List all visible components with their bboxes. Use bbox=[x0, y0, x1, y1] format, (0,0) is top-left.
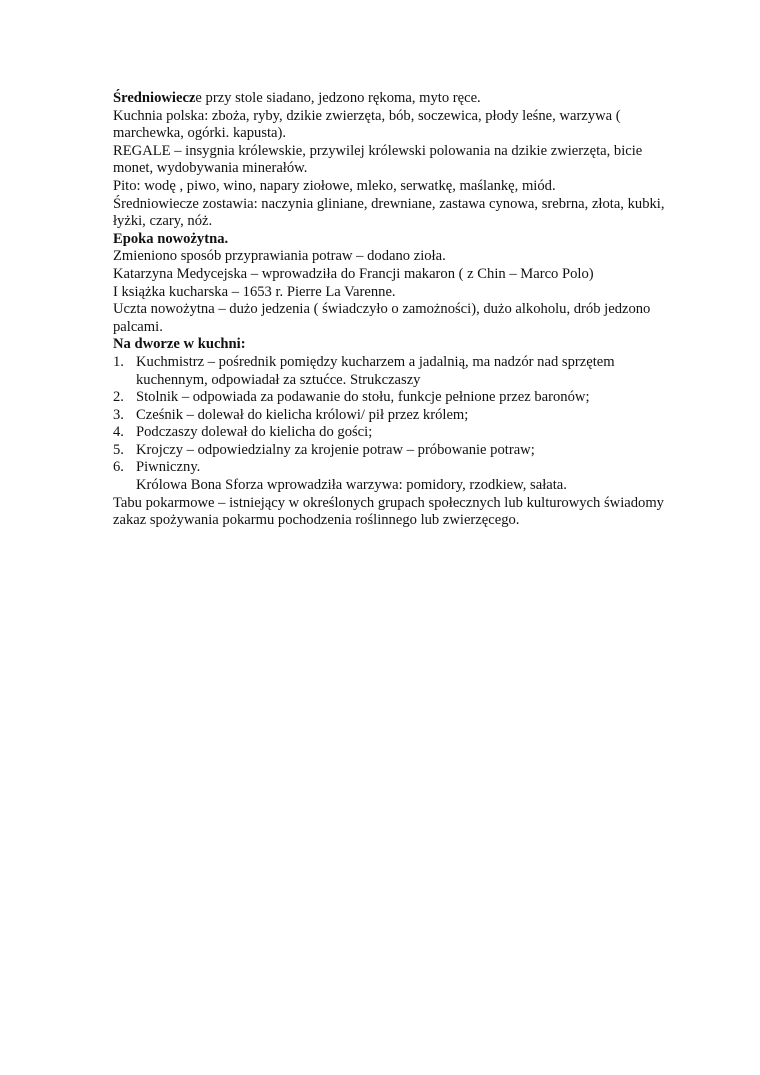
list-item-text: Stolnik – odpowiada za podawanie do stołu, funkcje pełnione przez baronów; bbox=[136, 389, 590, 406]
paragraph-queen-bona: Królowa Bona Sforza wprowadziła warzywa: pomidory, rzodkiew, sałata. bbox=[136, 477, 567, 494]
paragraph-middle-ages-bold: Średniowiecz bbox=[113, 90, 196, 106]
paragraph-regale: REGALE – insygnia królewskie, przywilej królewski polowania na dzikie zwierzęta, bicie monet, wydobywania minerałów. bbox=[113, 142, 643, 177]
list-item-number: 4. bbox=[113, 424, 124, 441]
paragraph-middle-ages-rest: e przy stole siadano, jedzono rękoma, myto ręce. bbox=[195, 90, 481, 106]
paragraph-tableware: Średniowiecze zostawia: naczynia gliniane, drewniane, zastawa cynowa, srebrna, złota, kubki, łyżki, czary, nóż. bbox=[113, 195, 665, 230]
heading-court-kitchen: Na dworze w kuchni: bbox=[113, 336, 246, 353]
list-item-number: 3. bbox=[113, 406, 124, 423]
list-item-text: Cześnik – dolewał do kielicha królowi/ pił przez królem; bbox=[136, 406, 469, 423]
paragraph-cookbook: I książka kucharska – 1653 r. Pierre La Varenne. bbox=[113, 283, 396, 300]
list-item-text: Krojczy – odpowiedzialny za krojenie potraw – próbowanie potraw; bbox=[136, 441, 535, 458]
list-item bbox=[113, 354, 683, 389]
paragraph-food-taboo: Tabu pokarmowe – istniejący w określonych grupach społecznych lub kulturowych świadomy zakaz spożywania pokarmu pochodzenia roślinnego lub zwierzęcego. bbox=[113, 494, 664, 529]
paragraph-seasoning: Zmieniono sposób przyprawiania potraw – dodano zioła. bbox=[113, 248, 446, 265]
list-item-number: 2. bbox=[113, 389, 124, 406]
paragraph-drinks: Pito: wodę , piwo, wino, napary ziołowe, mleko, serwatkę, maślankę, miód. bbox=[113, 177, 556, 194]
list-item bbox=[113, 459, 683, 477]
list-item-number: 1. bbox=[113, 353, 124, 370]
paragraph-middle-ages bbox=[113, 90, 683, 108]
heading-modern-era: Epoka nowożytna. bbox=[113, 230, 229, 247]
list-item-number: 6. bbox=[113, 459, 124, 476]
document-body bbox=[113, 90, 683, 530]
list-item-text: Podczaszy dolewał do kielicha do gości; bbox=[136, 424, 373, 441]
paragraph-catherine-medici: Katarzyna Medycejska – wprowadziła do Francji makaron ( z Chin – Marco Polo) bbox=[113, 265, 594, 282]
paragraph-modern-feast: Uczta nowożytna – dużo jedzenia ( świadczyło o zamożności), dużo alkoholu, drób jedzono palcami. bbox=[113, 301, 651, 335]
paragraph-polish-cuisine: Kuchnia polska: zboża, ryby, dzikie zwierzęta, bób, soczewica, płody leśne, warzywa ( marchewka, ogórki. kapusta). bbox=[113, 107, 621, 142]
list-item-text: Kuchmistrz – pośrednik pomiędzy kucharzem a jadalnią, ma nadzór nad sprzętem kuchennym, odpowiadał za sztućce. Strukczaszy bbox=[136, 353, 615, 388]
list-item-text: Piwniczny. bbox=[136, 459, 201, 476]
court-roles-list bbox=[113, 354, 683, 477]
list-item bbox=[113, 424, 683, 442]
list-item bbox=[113, 407, 683, 425]
list-item-number: 5. bbox=[113, 441, 124, 458]
list-item bbox=[113, 442, 683, 460]
list-item bbox=[113, 389, 683, 407]
